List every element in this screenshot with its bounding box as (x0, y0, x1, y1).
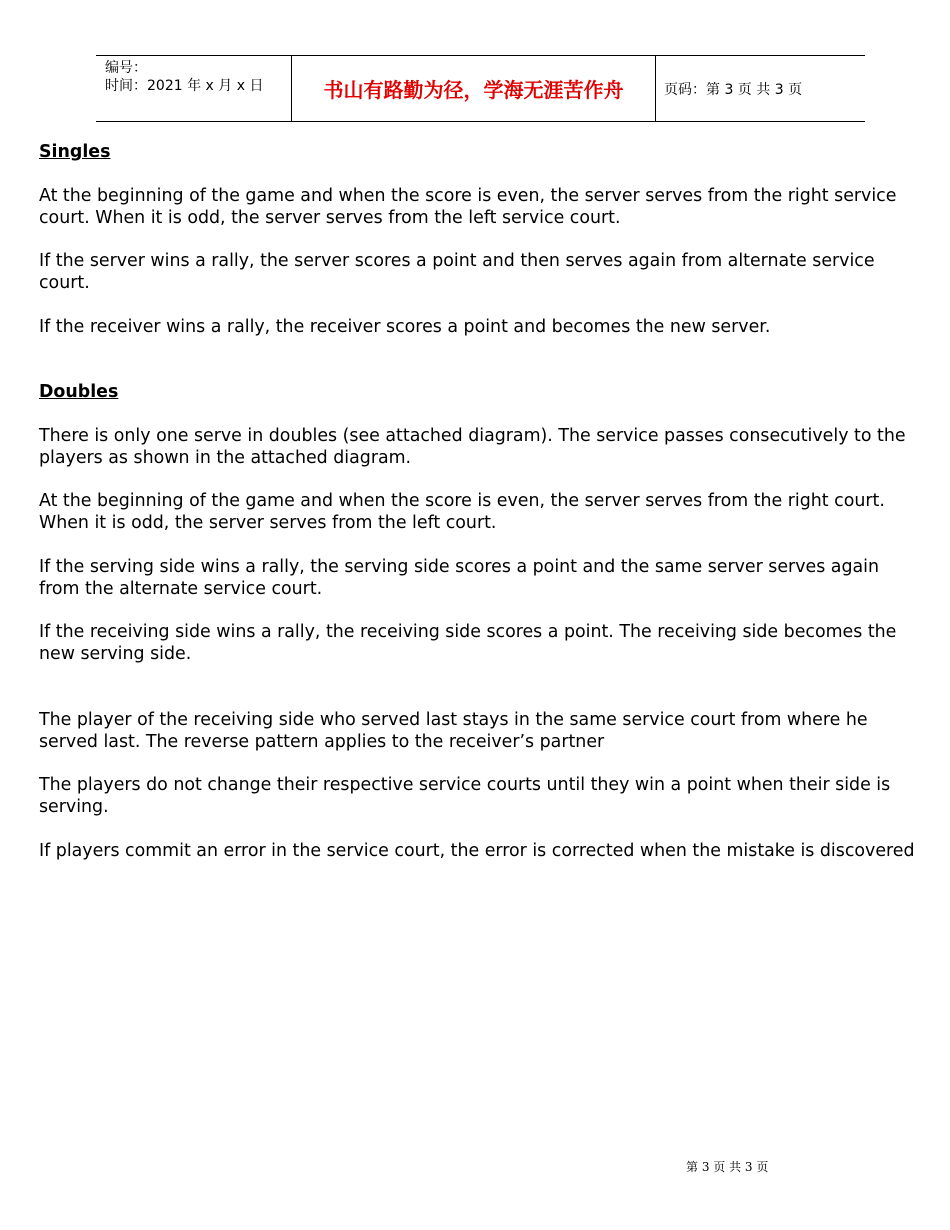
doubles-paragraph: There is only one serve in doubles (see attached diagram). The service passes consecutively to the players as shown in the attached diagram. (39, 425, 906, 468)
header-page-cell (656, 56, 865, 121)
doubles-paragraph: If the receiving side wins a rally, the receiving side scores a point. The receiving side becomes the new serving side. (39, 622, 897, 664)
document-body (39, 141, 919, 862)
doubles-paragraph: If the serving side wins a rally, the serving side scores a point and the same server serves again from the alternate service court. (39, 556, 879, 599)
page-footer: 第 3 页 共 3 页 (686, 1160, 769, 1174)
page-code: 页码：第 3 页 共 3 页 (664, 81, 803, 98)
doubles-paragraph: The players do not change their respective service courts until they win a point when their side is serving. (39, 775, 891, 817)
doubles-heading: Doubles (39, 382, 119, 402)
singles-paragraph: If the server wins a rally, the server scores a point and then serves again from alternate service court. (39, 251, 875, 293)
date-label: 时间：2021 年 x 月 x 日 (105, 78, 264, 94)
serial-number-label: 编号： (105, 60, 147, 76)
header-table (96, 55, 865, 122)
singles-heading: Singles (39, 142, 111, 162)
header-motto-cell (292, 56, 656, 121)
singles-paragraph: If the receiver wins a rally, the receiver scores a point and becomes the new server. (39, 316, 771, 337)
doubles-paragraph: If players commit an error in the service court, the error is corrected when the mistake is discovered (39, 840, 915, 861)
doubles-paragraph: At the beginning of the game and when the score is even, the server serves from the right court. When it is odd, the server serves from the left court. (39, 491, 885, 533)
header-info-cell (96, 56, 292, 121)
doubles-paragraph: The player of the receiving side who served last stays in the same service court from where he served last. The reverse pattern applies to the receiver’s partner (39, 709, 868, 752)
singles-paragraph: At the beginning of the game and when the score is even, the server serves from the right service court. When it is odd, the server serves from the left service court. (39, 185, 897, 228)
motto: 书山有路勤为径，学海无涯苦作舟 (323, 78, 624, 102)
